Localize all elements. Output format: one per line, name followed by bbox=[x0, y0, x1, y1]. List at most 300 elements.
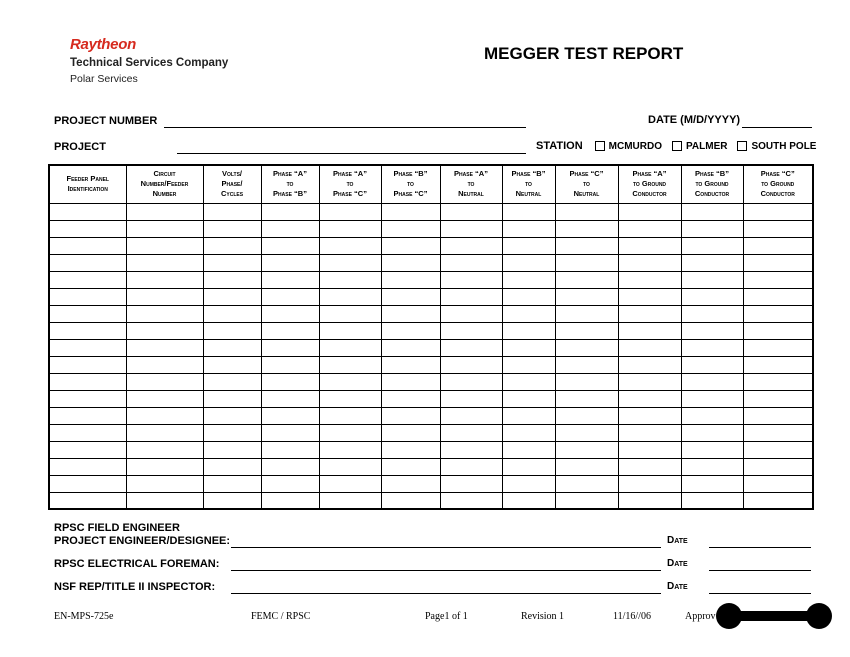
table-cell[interactable] bbox=[203, 356, 261, 373]
table-cell[interactable] bbox=[681, 322, 743, 339]
table-cell[interactable] bbox=[381, 339, 440, 356]
table-cell[interactable] bbox=[381, 220, 440, 237]
table-cell[interactable] bbox=[319, 390, 381, 407]
table-cell[interactable] bbox=[381, 475, 440, 492]
table-cell[interactable] bbox=[319, 475, 381, 492]
table-cell[interactable] bbox=[49, 424, 126, 441]
table-cell[interactable] bbox=[49, 373, 126, 390]
table-cell[interactable] bbox=[440, 271, 502, 288]
column-header-line: Phase “B” bbox=[695, 169, 729, 179]
table-cell[interactable] bbox=[743, 424, 813, 441]
table-cell[interactable] bbox=[440, 407, 502, 424]
table-cell[interactable] bbox=[261, 424, 319, 441]
table-cell[interactable] bbox=[440, 305, 502, 322]
table-cell[interactable] bbox=[261, 475, 319, 492]
revision: Revision 1 bbox=[521, 611, 565, 622]
table-cell[interactable] bbox=[502, 390, 555, 407]
table-row bbox=[49, 475, 813, 492]
table-cell[interactable] bbox=[618, 254, 681, 271]
table-row bbox=[49, 339, 813, 356]
table-cell[interactable] bbox=[381, 305, 440, 322]
table-cell[interactable] bbox=[618, 492, 681, 509]
table-cell[interactable] bbox=[49, 390, 126, 407]
table-cell[interactable] bbox=[502, 339, 555, 356]
table-cell[interactable] bbox=[743, 339, 813, 356]
table-cell[interactable] bbox=[261, 458, 319, 475]
foreman-signature-field[interactable] bbox=[231, 570, 661, 571]
table-cell[interactable] bbox=[319, 305, 381, 322]
table-cell[interactable] bbox=[381, 203, 440, 220]
column-header bbox=[618, 165, 681, 203]
table-row bbox=[49, 356, 813, 373]
table-cell[interactable] bbox=[49, 288, 126, 305]
table-cell[interactable] bbox=[743, 390, 813, 407]
column-header bbox=[502, 165, 555, 203]
table-cell[interactable] bbox=[126, 373, 203, 390]
table-cell[interactable] bbox=[49, 492, 126, 509]
revision-date: 11/16//06 bbox=[613, 611, 651, 622]
table-cell[interactable] bbox=[381, 356, 440, 373]
table-cell[interactable] bbox=[203, 203, 261, 220]
table-cell[interactable] bbox=[555, 475, 618, 492]
project-number-field[interactable] bbox=[164, 127, 526, 128]
table-cell[interactable] bbox=[49, 203, 126, 220]
table-cell[interactable] bbox=[440, 356, 502, 373]
table-cell[interactable] bbox=[203, 339, 261, 356]
table-cell[interactable] bbox=[555, 407, 618, 424]
table-cell[interactable] bbox=[681, 390, 743, 407]
megger-test-table bbox=[48, 164, 814, 510]
table-cell[interactable] bbox=[203, 305, 261, 322]
table-cell[interactable] bbox=[743, 356, 813, 373]
table-cell[interactable] bbox=[126, 458, 203, 475]
table-cell[interactable] bbox=[618, 407, 681, 424]
table-cell[interactable] bbox=[319, 322, 381, 339]
column-header-line: to bbox=[525, 179, 532, 189]
column-header bbox=[203, 165, 261, 203]
table-row bbox=[49, 288, 813, 305]
table-cell[interactable] bbox=[381, 441, 440, 458]
table-cell[interactable] bbox=[381, 373, 440, 390]
table-cell[interactable] bbox=[261, 254, 319, 271]
table-cell[interactable] bbox=[440, 237, 502, 254]
table-cell[interactable] bbox=[381, 390, 440, 407]
table-cell[interactable] bbox=[203, 424, 261, 441]
table-cell[interactable] bbox=[203, 458, 261, 475]
table-cell[interactable] bbox=[261, 305, 319, 322]
table-cell[interactable] bbox=[681, 492, 743, 509]
table-cell[interactable] bbox=[126, 237, 203, 254]
table-cell[interactable] bbox=[440, 475, 502, 492]
table-cell[interactable] bbox=[743, 288, 813, 305]
table-cell[interactable] bbox=[502, 407, 555, 424]
project-engineer-label: PROJECT ENGINEER/DESIGNEE: bbox=[54, 535, 231, 547]
table-cell[interactable] bbox=[440, 458, 502, 475]
table-row bbox=[49, 203, 813, 220]
project-number-label: PROJECT NUMBER bbox=[54, 115, 158, 127]
table-row bbox=[49, 424, 813, 441]
table-cell[interactable] bbox=[440, 339, 502, 356]
table-cell[interactable] bbox=[618, 390, 681, 407]
table-cell[interactable] bbox=[618, 356, 681, 373]
table-cell[interactable] bbox=[440, 203, 502, 220]
table-cell[interactable] bbox=[681, 458, 743, 475]
table-row bbox=[49, 237, 813, 254]
table-cell[interactable] bbox=[555, 390, 618, 407]
table-cell[interactable] bbox=[261, 356, 319, 373]
table-cell[interactable] bbox=[681, 237, 743, 254]
table-cell[interactable] bbox=[502, 356, 555, 373]
table-cell[interactable] bbox=[618, 203, 681, 220]
inspector-signature-field[interactable] bbox=[231, 593, 661, 594]
table-cell[interactable] bbox=[618, 441, 681, 458]
table-cell[interactable] bbox=[502, 271, 555, 288]
table-cell[interactable] bbox=[261, 407, 319, 424]
column-header bbox=[49, 165, 126, 203]
table-cell[interactable] bbox=[203, 390, 261, 407]
table-row bbox=[49, 373, 813, 390]
table-cell[interactable] bbox=[502, 203, 555, 220]
table-cell[interactable] bbox=[502, 373, 555, 390]
table-cell[interactable] bbox=[555, 492, 618, 509]
table-cell[interactable] bbox=[261, 220, 319, 237]
table-cell[interactable] bbox=[126, 475, 203, 492]
table-cell[interactable] bbox=[681, 424, 743, 441]
table-cell[interactable] bbox=[261, 441, 319, 458]
table-cell[interactable] bbox=[126, 288, 203, 305]
column-header-line: Phase “A” bbox=[333, 169, 367, 179]
table-cell[interactable] bbox=[49, 271, 126, 288]
table-cell[interactable] bbox=[555, 271, 618, 288]
table-cell[interactable] bbox=[681, 407, 743, 424]
table-cell[interactable] bbox=[49, 339, 126, 356]
table-cell[interactable] bbox=[203, 373, 261, 390]
table-cell[interactable] bbox=[319, 424, 381, 441]
table-cell[interactable] bbox=[743, 220, 813, 237]
column-header-line: to bbox=[467, 179, 475, 189]
project-field[interactable] bbox=[177, 153, 526, 154]
table-row bbox=[49, 492, 813, 509]
column-header-line: to bbox=[346, 179, 354, 189]
table-cell[interactable] bbox=[555, 441, 618, 458]
table-cell[interactable] bbox=[440, 492, 502, 509]
page-number: Page1 of 1 bbox=[425, 611, 468, 622]
table-cell[interactable] bbox=[319, 271, 381, 288]
table-cell[interactable] bbox=[261, 390, 319, 407]
table-cell[interactable] bbox=[261, 237, 319, 254]
table-cell[interactable] bbox=[440, 322, 502, 339]
company-name: Technical Services Company bbox=[70, 57, 229, 69]
table-cell[interactable] bbox=[743, 373, 813, 390]
table-cell[interactable] bbox=[203, 220, 261, 237]
table-cell[interactable] bbox=[743, 492, 813, 509]
table-cell[interactable] bbox=[681, 373, 743, 390]
table-row bbox=[49, 271, 813, 288]
table-cell[interactable] bbox=[440, 254, 502, 271]
table-cell[interactable] bbox=[681, 271, 743, 288]
table-cell[interactable] bbox=[440, 390, 502, 407]
table-cell[interactable] bbox=[203, 288, 261, 305]
table-cell[interactable] bbox=[618, 271, 681, 288]
table-cell[interactable] bbox=[502, 458, 555, 475]
table-cell[interactable] bbox=[49, 305, 126, 322]
column-header-line: Phase “C” bbox=[569, 169, 604, 179]
inspector-date-field[interactable] bbox=[709, 593, 811, 594]
table-cell[interactable] bbox=[502, 492, 555, 509]
table-cell[interactable] bbox=[261, 322, 319, 339]
table-cell[interactable] bbox=[49, 254, 126, 271]
table-cell[interactable] bbox=[126, 424, 203, 441]
column-header-line: Volts/ bbox=[221, 169, 243, 179]
form-number: EN-MPS-725e bbox=[54, 611, 114, 622]
field-engineer-label: RPSC FIELD ENGINEER bbox=[54, 522, 180, 534]
column-header-line: Phase “B” bbox=[273, 189, 307, 199]
table-cell[interactable] bbox=[381, 237, 440, 254]
table-cell[interactable] bbox=[319, 339, 381, 356]
station-selector bbox=[536, 140, 822, 152]
table-cell[interactable] bbox=[381, 424, 440, 441]
table-cell[interactable] bbox=[502, 288, 555, 305]
table-row bbox=[49, 407, 813, 424]
table-cell[interactable] bbox=[319, 458, 381, 475]
table-cell[interactable] bbox=[49, 356, 126, 373]
table-cell[interactable] bbox=[126, 322, 203, 339]
table-cell[interactable] bbox=[319, 492, 381, 509]
form-owner: FEMC / RPSC bbox=[251, 611, 311, 622]
engineer-signature-field[interactable] bbox=[231, 547, 661, 548]
table-cell[interactable] bbox=[555, 237, 618, 254]
table-row bbox=[49, 254, 813, 271]
table-body bbox=[49, 203, 813, 509]
table-cell[interactable] bbox=[381, 492, 440, 509]
column-header bbox=[681, 165, 743, 203]
table-cell[interactable] bbox=[203, 407, 261, 424]
table-cell[interactable] bbox=[49, 475, 126, 492]
column-header bbox=[555, 165, 618, 203]
table-cell[interactable] bbox=[618, 339, 681, 356]
table-cell[interactable] bbox=[381, 407, 440, 424]
table-cell[interactable] bbox=[502, 424, 555, 441]
table-cell[interactable] bbox=[555, 322, 618, 339]
table-cell[interactable] bbox=[555, 458, 618, 475]
table-cell[interactable] bbox=[261, 203, 319, 220]
table-row bbox=[49, 390, 813, 407]
table-cell[interactable] bbox=[319, 220, 381, 237]
table-cell[interactable] bbox=[126, 441, 203, 458]
date-field[interactable] bbox=[742, 127, 812, 128]
column-header-line: to bbox=[286, 179, 294, 189]
table-cell[interactable] bbox=[681, 475, 743, 492]
column-header-line: Phase “C” bbox=[333, 189, 367, 199]
table-cell[interactable] bbox=[261, 288, 319, 305]
table-cell[interactable] bbox=[319, 288, 381, 305]
south-pole-checkbox[interactable] bbox=[737, 141, 747, 151]
table-cell[interactable] bbox=[555, 339, 618, 356]
table-cell[interactable] bbox=[743, 271, 813, 288]
table-cell[interactable] bbox=[618, 373, 681, 390]
table-cell[interactable] bbox=[203, 271, 261, 288]
table-cell[interactable] bbox=[126, 390, 203, 407]
column-header-line: Identification bbox=[67, 184, 108, 194]
table-cell[interactable] bbox=[502, 475, 555, 492]
table-cell[interactable] bbox=[261, 339, 319, 356]
table-cell[interactable] bbox=[502, 237, 555, 254]
table-cell[interactable] bbox=[49, 407, 126, 424]
table-cell[interactable] bbox=[381, 288, 440, 305]
table-row bbox=[49, 458, 813, 475]
table-cell[interactable] bbox=[502, 305, 555, 322]
table-cell[interactable] bbox=[502, 254, 555, 271]
column-header-line: to bbox=[407, 179, 414, 189]
table-cell[interactable] bbox=[555, 203, 618, 220]
engineer-date-field[interactable] bbox=[709, 547, 811, 548]
table-cell[interactable] bbox=[618, 237, 681, 254]
redaction-mark bbox=[716, 603, 832, 629]
table-cell[interactable] bbox=[555, 220, 618, 237]
table-row bbox=[49, 441, 813, 458]
column-header-line: Phase “C” bbox=[393, 189, 428, 199]
table-cell[interactable] bbox=[319, 356, 381, 373]
table-cell[interactable] bbox=[555, 373, 618, 390]
column-header bbox=[743, 165, 813, 203]
table-cell[interactable] bbox=[49, 237, 126, 254]
table-cell[interactable] bbox=[502, 220, 555, 237]
approved-label: Approv bbox=[685, 611, 716, 622]
table-cell[interactable] bbox=[618, 458, 681, 475]
table-cell[interactable] bbox=[743, 305, 813, 322]
table-cell[interactable] bbox=[126, 305, 203, 322]
table-cell[interactable] bbox=[261, 271, 319, 288]
table-cell[interactable] bbox=[681, 254, 743, 271]
mcmurdo-option-label: MCMURDO bbox=[608, 140, 662, 152]
inspector-date-label: Date bbox=[667, 581, 688, 592]
palmer-checkbox[interactable] bbox=[672, 141, 682, 151]
table-cell[interactable] bbox=[126, 356, 203, 373]
table-cell[interactable] bbox=[319, 237, 381, 254]
table-cell[interactable] bbox=[319, 407, 381, 424]
table-cell[interactable] bbox=[681, 339, 743, 356]
table-cell[interactable] bbox=[126, 407, 203, 424]
table-cell[interactable] bbox=[618, 305, 681, 322]
column-header-line: Conductor bbox=[694, 189, 730, 199]
table-cell[interactable] bbox=[126, 271, 203, 288]
table-cell[interactable] bbox=[743, 203, 813, 220]
table-cell[interactable] bbox=[261, 492, 319, 509]
table-cell[interactable] bbox=[681, 203, 743, 220]
table-cell[interactable] bbox=[203, 492, 261, 509]
table-cell[interactable] bbox=[381, 322, 440, 339]
table-cell[interactable] bbox=[681, 305, 743, 322]
table-cell[interactable] bbox=[743, 475, 813, 492]
column-header-line: to Ground bbox=[695, 179, 729, 189]
column-header bbox=[261, 165, 319, 203]
column-header-line: Neutral bbox=[573, 189, 600, 199]
table-cell[interactable] bbox=[743, 322, 813, 339]
table-cell[interactable] bbox=[681, 288, 743, 305]
table-cell[interactable] bbox=[261, 373, 319, 390]
column-header-line: Phase “A” bbox=[454, 169, 488, 179]
table-cell[interactable] bbox=[440, 373, 502, 390]
table-cell[interactable] bbox=[319, 203, 381, 220]
raytheon-logo: Raytheon bbox=[70, 36, 136, 53]
table-cell[interactable] bbox=[502, 441, 555, 458]
inspector-label: NSF REP/TITLE II INSPECTOR: bbox=[54, 581, 216, 593]
table-cell[interactable] bbox=[555, 424, 618, 441]
column-header-line: Phase “A” bbox=[273, 169, 307, 179]
table-cell[interactable] bbox=[440, 441, 502, 458]
table-cell[interactable] bbox=[618, 288, 681, 305]
division-name: Polar Services bbox=[70, 73, 138, 85]
table-cell[interactable] bbox=[381, 271, 440, 288]
column-header-line: to Ground bbox=[632, 179, 667, 189]
table-cell[interactable] bbox=[618, 220, 681, 237]
table-cell[interactable] bbox=[203, 322, 261, 339]
table-cell[interactable] bbox=[319, 254, 381, 271]
table-cell[interactable] bbox=[743, 458, 813, 475]
table-cell[interactable] bbox=[681, 356, 743, 373]
date-label: DATE (M/D/YYYY) bbox=[648, 114, 741, 126]
table-cell[interactable] bbox=[126, 203, 203, 220]
table-cell[interactable] bbox=[502, 322, 555, 339]
table-cell[interactable] bbox=[381, 458, 440, 475]
table-cell[interactable] bbox=[743, 407, 813, 424]
table-cell[interactable] bbox=[381, 254, 440, 271]
table-cell[interactable] bbox=[618, 322, 681, 339]
table-cell[interactable] bbox=[681, 441, 743, 458]
table-cell[interactable] bbox=[203, 441, 261, 458]
column-header-line: to bbox=[583, 179, 590, 189]
table-cell[interactable] bbox=[440, 220, 502, 237]
table-cell[interactable] bbox=[681, 220, 743, 237]
column-header-line: Phase “B” bbox=[511, 169, 546, 179]
table-cell[interactable] bbox=[618, 475, 681, 492]
table-cell[interactable] bbox=[319, 441, 381, 458]
table-cell[interactable] bbox=[440, 288, 502, 305]
mcmurdo-checkbox[interactable] bbox=[595, 141, 605, 151]
column-header-line: Circuit bbox=[153, 169, 176, 179]
table-cell[interactable] bbox=[555, 254, 618, 271]
column-header-line: to Ground bbox=[761, 179, 795, 189]
table-cell[interactable] bbox=[126, 492, 203, 509]
south-pole-option-label: SOUTH POLE bbox=[751, 140, 817, 152]
table-cell[interactable] bbox=[743, 441, 813, 458]
table-cell[interactable] bbox=[126, 220, 203, 237]
table-cell[interactable] bbox=[440, 424, 502, 441]
table-cell[interactable] bbox=[743, 254, 813, 271]
table-cell[interactable] bbox=[126, 254, 203, 271]
table-cell[interactable] bbox=[126, 339, 203, 356]
palmer-option-label: PALMER bbox=[685, 140, 728, 152]
table-cell[interactable] bbox=[555, 356, 618, 373]
table-cell[interactable] bbox=[203, 254, 261, 271]
table-cell[interactable] bbox=[203, 237, 261, 254]
column-header-line: Number bbox=[152, 189, 177, 199]
table-header-row bbox=[49, 165, 813, 203]
table-cell[interactable] bbox=[49, 322, 126, 339]
column-header bbox=[126, 165, 203, 203]
foreman-date-field[interactable] bbox=[709, 570, 811, 571]
column-header-line: Phase/ bbox=[221, 179, 243, 189]
table-cell[interactable] bbox=[319, 373, 381, 390]
table-cell[interactable] bbox=[555, 305, 618, 322]
table-cell[interactable] bbox=[49, 458, 126, 475]
table-cell[interactable] bbox=[203, 475, 261, 492]
table-cell[interactable] bbox=[49, 220, 126, 237]
table-cell[interactable] bbox=[618, 424, 681, 441]
table-cell[interactable] bbox=[743, 237, 813, 254]
table-cell[interactable] bbox=[555, 288, 618, 305]
table-cell[interactable] bbox=[49, 441, 126, 458]
